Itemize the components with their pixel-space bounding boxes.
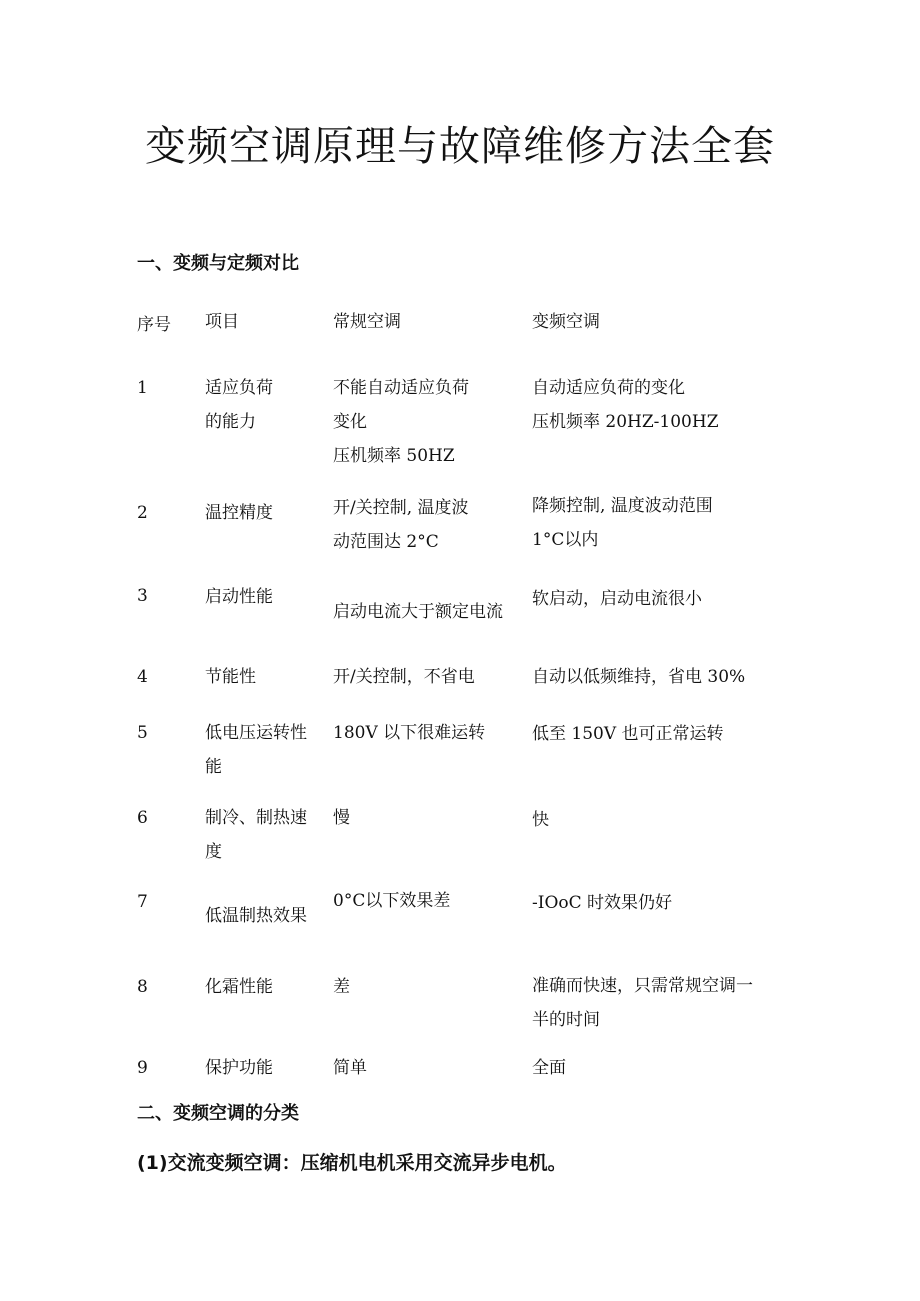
row-index: 2 — [137, 503, 148, 523]
header-cell-conventional: 常规空调 — [333, 312, 401, 332]
row-index: 9 — [137, 1058, 148, 1078]
header-cell-inverter: 变频空调 — [532, 312, 600, 332]
row-inverter: -IOoC 时效果仍好 — [532, 893, 673, 913]
row-conventional: 0°C以下效果差 — [333, 891, 451, 911]
section-heading-classification: 二、变频空调的分类 — [137, 1103, 299, 1124]
row-conventional: 简单 — [333, 1058, 367, 1078]
row-conventional: 慢 — [333, 808, 350, 828]
row-item: 温控精度 — [205, 503, 273, 523]
row-index: 8 — [137, 977, 148, 997]
row-item: 保护功能 — [205, 1058, 273, 1078]
row-index: 1 — [137, 378, 148, 398]
row-index: 7 — [137, 892, 148, 912]
row-index: 6 — [137, 808, 148, 828]
row-item: 化霜性能 — [205, 977, 273, 997]
row-item: 启动性能 — [205, 587, 273, 607]
row-inverter: 自动以低频维持，省电 30% — [532, 667, 746, 687]
row-index: 5 — [137, 723, 148, 743]
row-item: 制冷、制热速 度 — [205, 808, 307, 862]
row-item: 节能性 — [205, 667, 256, 687]
row-conventional: 不能自动适应负荷 变化 压机频率 50HZ — [333, 378, 469, 466]
row-conventional: 差 — [333, 977, 350, 997]
row-index: 3 — [137, 586, 148, 606]
row-conventional: 180V 以下很难运转 — [333, 723, 486, 743]
row-inverter: 快 — [532, 810, 549, 830]
row-inverter: 准确而快速，只需常规空调一 半的时间 — [532, 976, 753, 1030]
row-inverter: 软启动，启动电流很小 — [532, 589, 702, 609]
row-conventional: 开/关控制，不省电 — [333, 667, 475, 687]
row-conventional: 启动电流大于额定电流 — [333, 602, 503, 622]
row-conventional: 开/关控制, 温度波 动范围达 2°C — [333, 498, 469, 552]
header-cell-item: 项目 — [205, 312, 239, 332]
document-title: 变频空调原理与故障维修方法全套 — [145, 122, 775, 170]
row-index: 4 — [137, 667, 148, 687]
row-item: 适应负荷 的能力 — [205, 378, 273, 432]
row-inverter: 降频控制, 温度波动范围 1°C以内 — [532, 496, 713, 550]
header-cell-index: 序号 — [137, 315, 171, 335]
row-inverter: 全面 — [532, 1058, 566, 1078]
row-inverter: 自动适应负荷的变化 压机频率 20HZ-100HZ — [532, 378, 719, 432]
row-item: 低温制热效果 — [205, 906, 307, 926]
row-item: 低电压运转性 能 — [205, 723, 307, 777]
row-inverter: 低至 150V 也可正常运转 — [532, 724, 724, 744]
paragraph-ac-inverter: (1)交流变频空调：压缩机电机采用交流异步电机。 — [137, 1152, 567, 1174]
section-heading-comparison: 一、变频与定频对比 — [137, 253, 299, 274]
